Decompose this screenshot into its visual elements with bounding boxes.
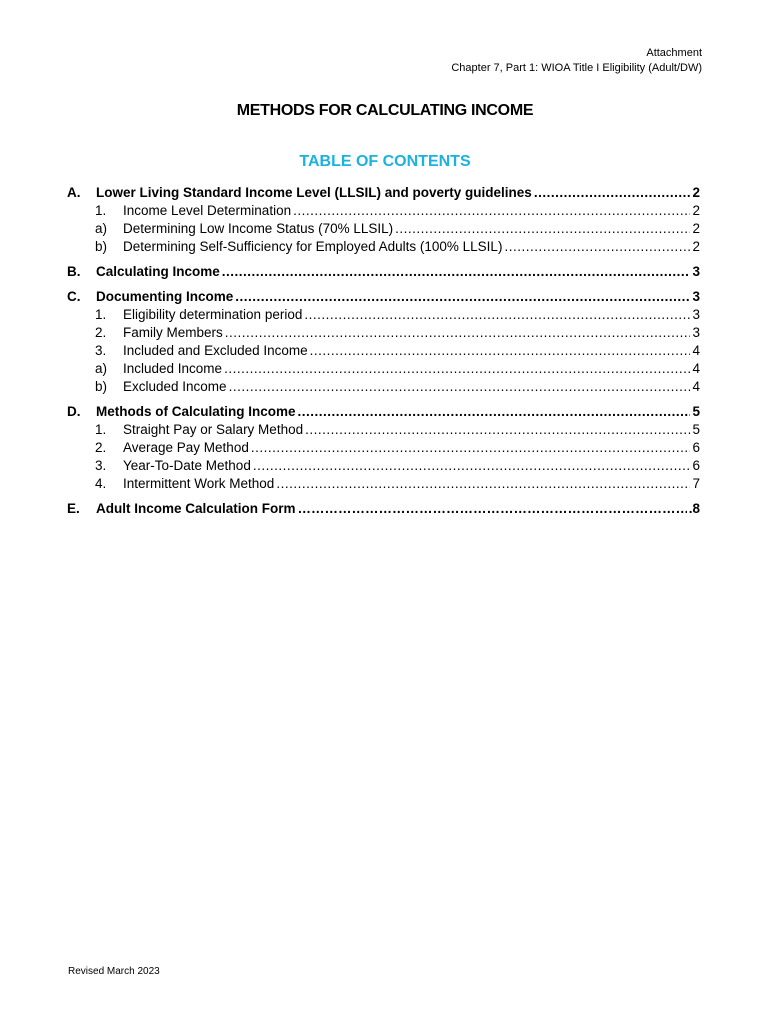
toc-entry-page: 3 — [692, 325, 700, 340]
toc-dot-leader — [235, 288, 690, 306]
toc-entry-marker: a) — [95, 361, 108, 376]
toc-dot-leader — [293, 202, 690, 220]
toc-entry-page: 5 — [692, 422, 700, 437]
header-attachment: Attachment — [646, 47, 702, 59]
toc-entry[interactable] — [67, 184, 700, 202]
toc-entry-page: 3 — [692, 264, 700, 279]
toc-entry-marker: B. — [67, 264, 81, 279]
table-of-contents — [67, 184, 700, 518]
toc-entry-label: Year-To-Date Method — [123, 458, 251, 473]
toc-entry-label: Adult Income Calculation Form — [96, 501, 296, 516]
document-title: METHODS FOR CALCULATING INCOME — [236, 102, 534, 119]
toc-entry-page: 6 — [692, 458, 700, 473]
toc-entry-page: 3 — [692, 289, 700, 304]
toc-entry-label: Average Pay Method — [123, 440, 249, 455]
toc-entry-page: 2 — [692, 203, 700, 218]
toc-entry-marker: 2. — [95, 325, 107, 340]
toc-dot-leader — [304, 306, 690, 324]
toc-entry-label: Included Income — [123, 361, 223, 376]
toc-dot-leader — [310, 342, 691, 360]
toc-entry-marker: D. — [67, 404, 81, 419]
toc-entry[interactable] — [67, 439, 700, 457]
toc-entry-label: Calculating Income — [96, 264, 220, 279]
toc-entry-marker: 1. — [95, 203, 107, 218]
toc-entry[interactable] — [67, 475, 700, 493]
toc-entry-marker: b) — [95, 239, 108, 254]
toc-entry-label: Family Members — [123, 325, 223, 340]
toc-entry[interactable] — [67, 421, 700, 439]
toc-entry-label: Documenting Income — [96, 289, 234, 304]
toc-entry-marker: 1. — [95, 307, 107, 322]
toc-entry-page: 4 — [692, 343, 700, 358]
toc-entry[interactable] — [67, 342, 700, 360]
toc-entry-marker: b) — [95, 379, 108, 394]
toc-entry-label: Lower Living Standard Income Level (LLSIL) and poverty guidelines — [96, 185, 532, 200]
toc-entry-label: Intermittent Work Method — [123, 476, 275, 491]
toc-entry-marker: 3. — [95, 343, 107, 358]
toc-dot-leader — [305, 421, 690, 439]
toc-dot-leader — [298, 403, 691, 421]
toc-entry[interactable] — [67, 220, 700, 238]
toc-entry-label: Eligibility determination period — [123, 307, 303, 322]
toc-entry-marker: 2. — [95, 440, 107, 455]
toc-entry-page: 4 — [692, 379, 700, 394]
toc-entry-label: Income Level Determination — [123, 203, 292, 218]
toc-entry[interactable] — [67, 360, 700, 378]
toc-entry-page: 2 — [692, 239, 700, 254]
toc-dot-leader — [251, 439, 691, 457]
toc-entry-marker: 4. — [95, 476, 107, 491]
toc-entry[interactable] — [67, 378, 700, 396]
toc-dot-leader — [224, 360, 690, 378]
toc-entry[interactable] — [67, 306, 700, 324]
toc-entry-label: Methods of Calculating Income — [96, 404, 296, 419]
toc-entry-label: Determining Self-Sufficiency for Employed Adults (100% LLSIL) — [123, 239, 503, 254]
toc-entry-marker: E. — [67, 501, 80, 516]
toc-title: TABLE OF CONTENTS — [299, 153, 471, 170]
toc-entry-page: 5 — [692, 404, 700, 419]
toc-dot-leader — [253, 457, 691, 475]
toc-entry-page: .8 — [688, 501, 700, 516]
toc-entry-label: Straight Pay or Salary Method — [123, 422, 304, 437]
toc-dot-leader — [222, 263, 691, 281]
toc-entry-label: Determining Low Income Status (70% LLSIL) — [123, 221, 394, 236]
toc-entry-marker: a) — [95, 221, 108, 236]
toc-dot-leader — [504, 238, 690, 256]
header-chapter: Chapter 7, Part 1: WIOA Title I Eligibility (Adult/DW) — [451, 62, 702, 74]
toc-entry-page: 2 — [692, 221, 700, 236]
toc-dot-leader — [225, 324, 691, 342]
toc-entry-label: Included and Excluded Income — [123, 343, 308, 358]
toc-entry-label: Excluded Income — [123, 379, 227, 394]
toc-entry[interactable] — [67, 500, 700, 518]
toc-entry[interactable] — [67, 202, 700, 220]
toc-entry-marker: A. — [67, 185, 81, 200]
toc-dot-leader — [229, 378, 691, 396]
toc-entry[interactable] — [67, 324, 700, 342]
footer-revised: Revised March 2023 — [68, 966, 160, 977]
toc-entry[interactable] — [67, 457, 700, 475]
toc-entry[interactable] — [67, 288, 700, 306]
toc-entry-marker: 1. — [95, 422, 107, 437]
toc-entry[interactable] — [67, 238, 700, 256]
toc-entry[interactable] — [67, 403, 700, 421]
toc-dot-leader — [395, 220, 690, 238]
toc-entry-page: 6 — [692, 440, 700, 455]
toc-entry-marker: C. — [67, 289, 81, 304]
toc-entry-page: 3 — [692, 307, 700, 322]
toc-entry-page: 2 — [692, 185, 700, 200]
toc-entry[interactable] — [67, 263, 700, 281]
toc-dot-leader — [534, 184, 691, 202]
toc-entry-marker: 3. — [95, 458, 107, 473]
toc-dot-leader — [276, 475, 690, 493]
toc-dot-leader — [298, 500, 687, 518]
page-header — [451, 46, 702, 76]
toc-entry-page: 4 — [692, 361, 700, 376]
toc-entry-page: 7 — [692, 476, 700, 491]
